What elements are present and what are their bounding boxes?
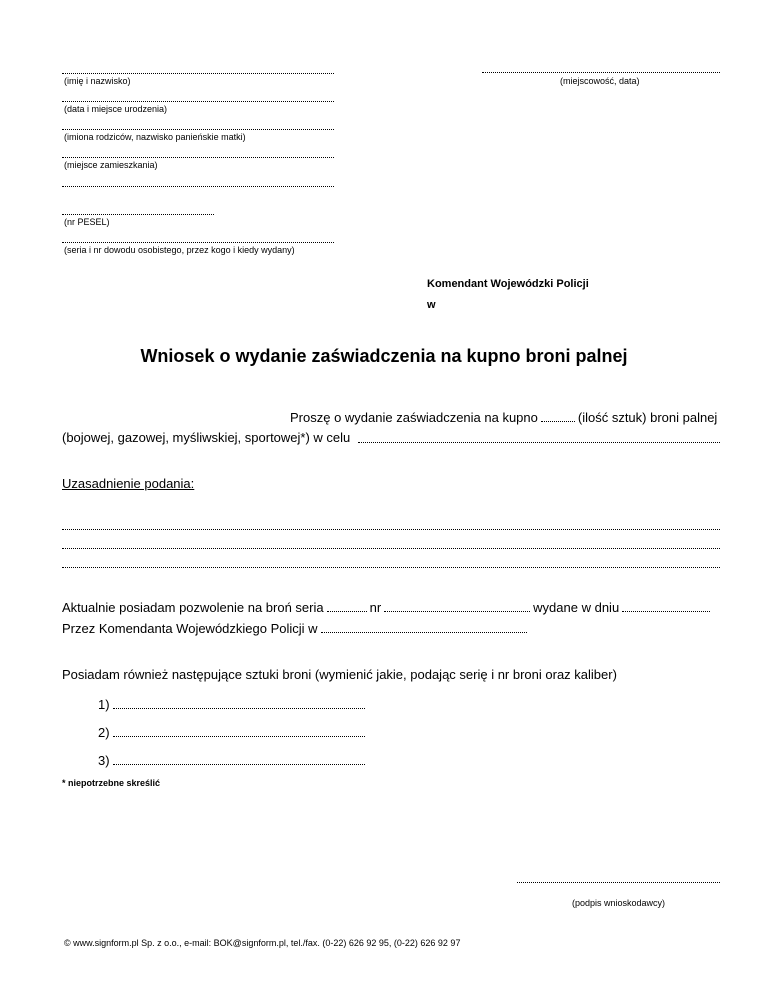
request-text-3: (bojowej, gazowej, myśliwskiej, sportowej*) w celu [62,430,351,445]
permit-date-field[interactable] [622,599,710,612]
birth-line[interactable] [62,101,334,102]
permit-text-1: Aktualnie posiadam pozwolenie na broń seria [62,600,324,615]
request-line-2 [62,430,350,446]
place-date-line[interactable] [482,72,720,73]
weapon-item-3 [98,752,368,769]
name-line[interactable] [62,73,334,74]
footnote: * niepotrzebne skreślić [62,778,161,788]
justification-line-1[interactable] [62,529,720,530]
permit-number-field[interactable] [384,599,530,612]
footer-copyright: © www.signform.pl Sp. z o.o., e-mail: BOK@signform.pl, tel./fax. (0-22) 626 92 95, (0-22) 626 92 97 [64,938,461,948]
weapon-item-label: 1) [98,697,110,712]
addressee-line1: Komendant Wojewódzki Policji [427,278,589,290]
pesel-line[interactable] [62,214,214,215]
weapon-item-field-1[interactable] [113,696,365,709]
request-line-1 [290,409,717,426]
quantity-field[interactable] [541,409,575,422]
residence-caption: (miejsce zamieszkania) [64,160,158,170]
id-caption: (seria i nr dowodu osobistego, przez kogo i kiedy wydany) [64,245,295,255]
signature-line[interactable] [517,882,720,883]
purpose-field[interactable] [358,442,720,443]
permit-text-4: Przez Komendanta Wojewódzkiego Policji w [62,621,318,636]
permit-line-1 [62,599,713,616]
request-text-1: Proszę o wydanie zaświadczenia na kupno [290,410,538,425]
permit-text-3: wydane w dniu [533,600,620,615]
weapon-item-field-2[interactable] [113,724,365,737]
weapons-intro: Posiadam również następujące sztuki broni (wymienić jakie, podając serię i nr broni oraz kaliber) [62,667,617,682]
permit-city-field[interactable] [321,620,527,633]
request-text-2: (ilość sztuk) broni palnej [577,410,718,425]
pesel-caption: (nr PESEL) [64,217,110,227]
weapon-item-label: 2) [98,725,110,740]
place-date-caption: (miejscowość, data) [560,76,640,86]
signature-caption: (podpis wnioskodawcy) [572,898,666,908]
birth-caption: (data i miejsce urodzenia) [64,104,168,114]
id-line[interactable] [62,242,334,243]
weapon-item-2 [98,724,368,741]
permit-text-2: nr [369,600,382,615]
justification-line-3[interactable] [62,567,720,568]
residence-line-2[interactable] [62,186,334,187]
residence-line[interactable] [62,157,334,158]
permit-line-2 [62,620,530,637]
weapon-item-1 [98,696,368,713]
parents-caption: (imiona rodziców, nazwisko panieńskie matki) [64,132,246,142]
addressee-line2: w [427,299,436,311]
permit-series-field[interactable] [327,599,367,612]
page-title: Wniosek o wydanie zaświadczenia na kupno broni palnej [140,346,628,366]
weapon-item-label: 3) [98,753,110,768]
weapon-item-field-3[interactable] [113,752,365,765]
parents-line[interactable] [62,129,334,130]
justification-line-2[interactable] [62,548,720,549]
name-caption: (imię i nazwisko) [64,76,131,86]
justification-heading: Uzasadnienie podania: [62,476,195,491]
